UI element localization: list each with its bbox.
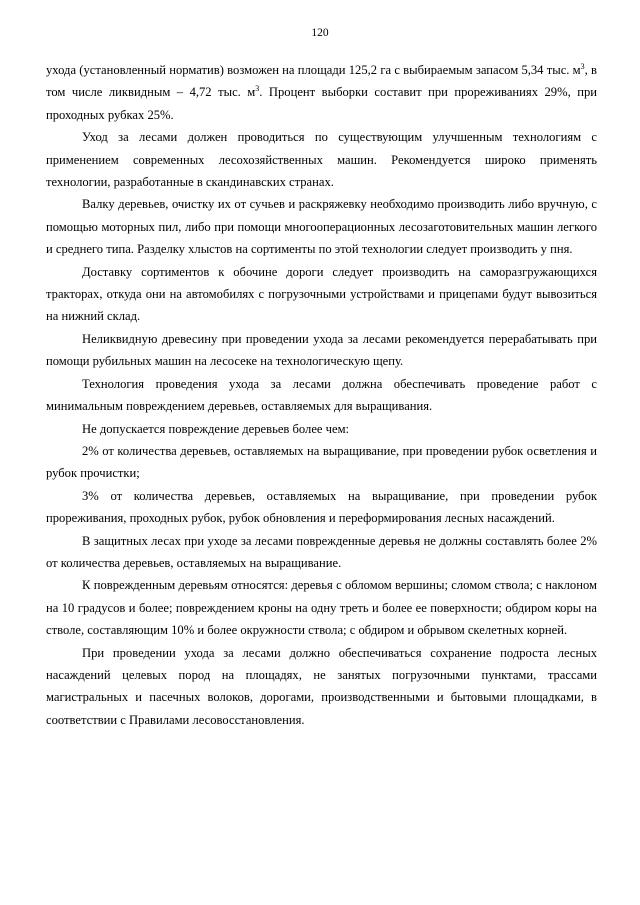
- page-body: [46, 59, 597, 731]
- paragraph-protective-forests: В защитных лесах при уходе за лесами поврежденные деревья не должны составлять более 2% от количества деревьев, оставляемых на выращивание.: [46, 533, 597, 570]
- paragraph-limit-3-percent: 3% от количества деревьев, оставляемых на выращивание, при проведении рубок прореживания, проходных рубок, рубок обновления и переформирования лесных насаждений.: [46, 488, 597, 526]
- paragraph-care-technology: Уход за лесами должен проводиться по существующим улучшенным технологиям с применением современных лесохозяйственных машин. Рекомендуется широко применять технологии, разработанные в скандинавских странах.: [46, 130, 597, 190]
- paragraph-limit-2-percent: 2% от количества деревьев, оставляемых на выращивание, при проведении рубок осветления и рубок прочистки;: [46, 443, 597, 481]
- paragraph-undergrowth-preservation: При проведении ухода за лесами должно обеспечиваться сохранение подроста лесных насаждений целевых пород на площадях, не занятых погрузочными пунктами, трассами магистральных и пасечных волоков, дорогами, производственными и бытовыми площадками, в соответствии с Правилами лесовосстановления.: [46, 645, 597, 727]
- intro-text-1: ухода (установленный норматив) возможен на площади 125,2 га с выбираемым запасом 5,34 тыс. м: [46, 63, 581, 77]
- intro-text-2: , в том числе ликвидным – 4,72 тыс. м: [46, 63, 597, 100]
- page-number: 120: [311, 27, 329, 39]
- paragraph-nonliquid-wood: Неликвидную древесину при проведении ухода за лесами рекомендуется перерабатывать при помощи рубильных машин на лесосеке на технологическую щепу.: [46, 331, 597, 369]
- paragraph-damage-limit-intro: Не допускается повреждение деревьев более чем:: [82, 421, 350, 436]
- paragraph-damaged-trees-definition: К поврежденным деревьям относятся: деревья с обломом вершины; сломом ствола; с наклоном на 10 градусов и более; повреждением кроны на одну треть и более ее поверхности; обдиром коры на стволе, составляющим 10% и более окружности ствола; с обдиром и обрывом скелетных корней.: [46, 578, 597, 638]
- paragraph-intro: [46, 59, 597, 126]
- cubic-superscript-2: 3: [255, 84, 260, 94]
- cubic-superscript-1: 3: [580, 61, 585, 71]
- intro-text-3: . Процент выборки составит при прореживаниях 29%, при проходных рубках 25%.: [46, 85, 597, 122]
- paragraph-minimal-damage: Технология проведения ухода за лесами должна обеспечивать проведение работ с минимальным повреждением деревьев, оставляемых для выращивания.: [46, 376, 597, 414]
- paragraph-delivery: Доставку сортиментов к обочине дороги следует производить на саморазгружающихся тракторах, откуда они на автомобилях с погрузочными устройствами и прицепами будут вывозиться на нижний склад.: [46, 264, 597, 324]
- paragraph-felling: Валку деревьев, очистку их от сучьев и раскряжевку необходимо производить либо вручную, с помощью моторных пил, либо при помощи многооперационных лесозаготовительных машин легкого и среднего типа. Разделку хлыстов на сортименты по этой технологии следует производить у пня.: [46, 197, 597, 257]
